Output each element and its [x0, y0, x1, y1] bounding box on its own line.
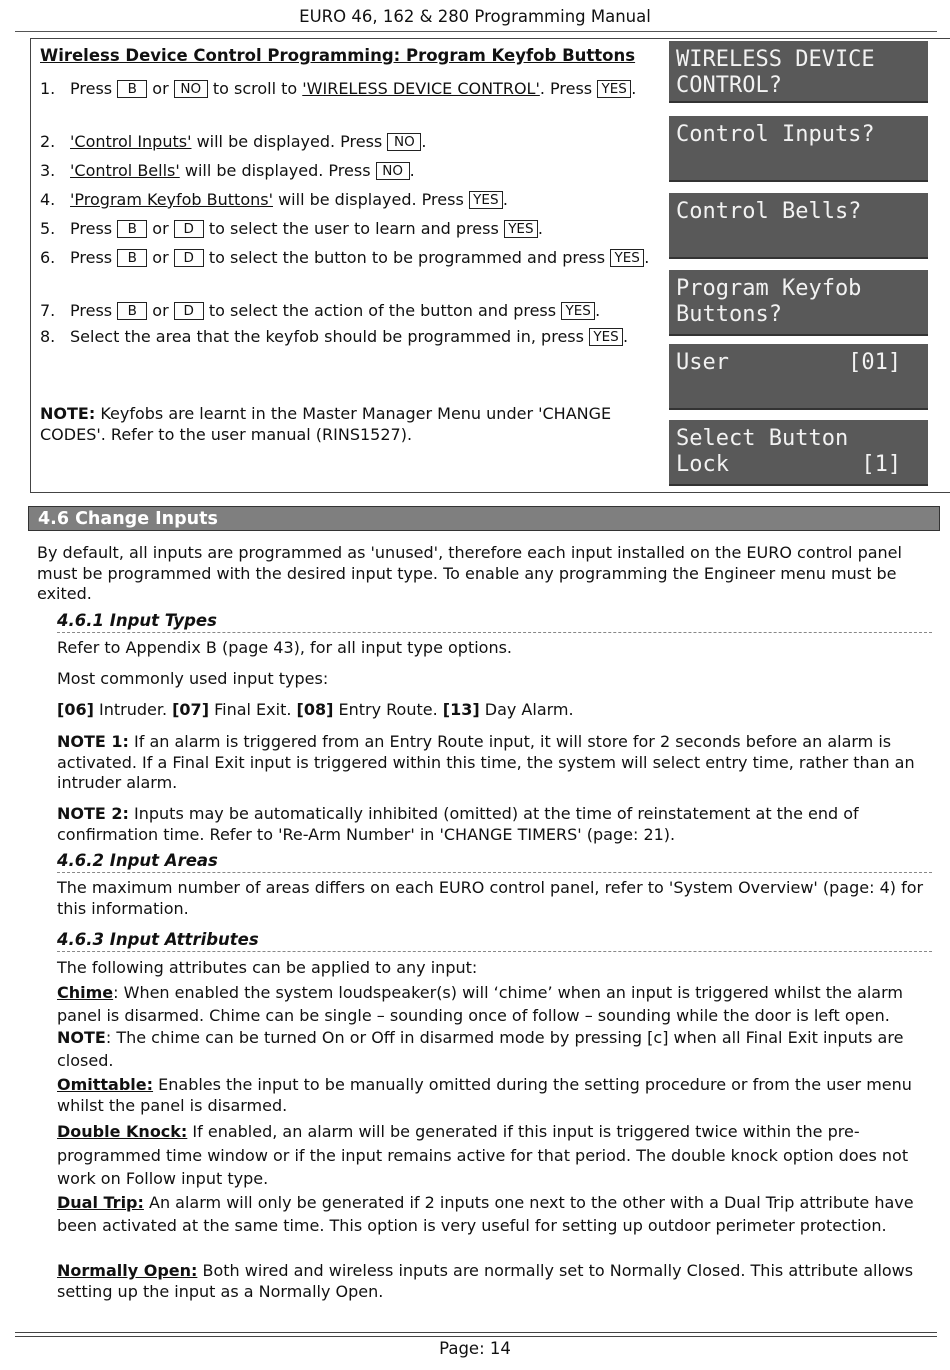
- key-d: D: [174, 249, 204, 267]
- keyfob-programming-box: [30, 38, 950, 493]
- attribute-double-knock: Double Knock: If enabled, an alarm will be generated if this input is triggered twice within the pre-programmed time window or if the input remains active for that period. The double knock option does not work on Follow input type.: [57, 1122, 909, 1188]
- subheading-input-types: 4.6.1 Input Types: [57, 610, 932, 633]
- attribute-chime: Chime: When enabled the system loudspeaker(s) will ‘chime’ when an input is triggered whilst the alarm panel is disarmed. Chime can be single – sounding once of follow – sounding while the door is left open. NOTE: The chime can be turned On or Off in disarmed mode by pressing [c] when all Final Exit inputs are closed.: [57, 983, 904, 1070]
- section-title: 4.6 Change Inputs: [28, 506, 940, 531]
- step-6: 6. Press B or D to select the button to be programmed and press YES .: [40, 248, 650, 267]
- input-types-note-2: NOTE 2: Inputs may be automatically inhibited (omitted) at the time of reinstatement at the end of confirmation time. Refer to 'Re-Arm Number' in 'CHANGE TIMERS' (page: 21).: [57, 804, 859, 844]
- attribute-dual-trip: Dual Trip: An alarm will only be generated if 2 inputs one next to the other with a Dual Trip attribute have been activated at the same time. This option is very useful for setting up outdoor perimeter protection.: [57, 1193, 914, 1235]
- key-no: NO: [387, 133, 421, 151]
- page-number: Page: 14: [439, 1339, 511, 1358]
- subheading-input-attributes: 4.6.3 Input Attributes: [57, 929, 932, 952]
- key-yes: YES: [504, 220, 538, 238]
- key-d: D: [174, 302, 204, 320]
- key-d: D: [174, 220, 204, 238]
- lcd-screen-select-button: Select Button Lock [1]: [669, 420, 928, 486]
- step-4: 4. 'Program Keyfob Buttons' will be displayed. Press YES .: [40, 190, 508, 209]
- key-b: B: [117, 220, 147, 238]
- programming-steps: [40, 77, 652, 375]
- key-yes: YES: [597, 80, 631, 98]
- lcd-screen-wireless-device-control: WIRELESS DEVICE CONTROL?: [669, 41, 928, 103]
- attribute-omittable: Omittable: Enables the input to be manually omitted during the setting procedure or from the user menu whilst the panel is disarmed.: [57, 1075, 912, 1115]
- step-3: 3. 'Control Bells' will be displayed. Press NO .: [40, 161, 415, 180]
- page-header: EURO 46, 162 & 280 Programming Manual: [299, 7, 651, 26]
- lcd-screen-control-bells: Control Bells?: [669, 193, 928, 259]
- key-no: NO: [174, 80, 208, 98]
- input-areas-text: The maximum number of areas differs on each EURO control panel, refer to 'System Overview' (page: 4) for this information.: [57, 878, 924, 918]
- input-types-refer: Refer to Appendix B (page 43), for all input type options.: [57, 638, 513, 657]
- lcd-screen-control-inputs: Control Inputs?: [669, 116, 928, 182]
- lcd-screen-user: User [01]: [669, 344, 928, 410]
- step-5: 5. Press B or D to select the user to learn and press YES .: [40, 219, 543, 238]
- section-intro: By default, all inputs are programmed as 'unused', therefore each input installed on the EURO control panel must be programmed with the desired input type. To enable any programming the Engineer menu must be exited.: [37, 543, 902, 603]
- key-no: NO: [376, 162, 410, 180]
- lcd-screen-program-keyfob-buttons: Program Keyfob Buttons?: [669, 270, 928, 336]
- input-types-note-1: NOTE 1: If an alarm is triggered from an Entry Route input, it will store for 2 seconds before an alarm is activated. If a Final Exit input is triggered within this time, the system will select entry time, rather than an intruder alarm.: [57, 732, 915, 792]
- key-b: B: [117, 80, 147, 98]
- keyfob-note: NOTE: Keyfobs are learnt in the Master Manager Menu under 'CHANGE CODES'. Refer to the user manual (RINS1527).: [40, 404, 612, 444]
- attribute-normally-open: Normally Open: Both wired and wireless inputs are normally set to Normally Closed. This attribute allows setting up the input as a Normally Open.: [57, 1261, 914, 1301]
- key-b: B: [117, 249, 147, 267]
- footer-divider: [15, 1332, 937, 1333]
- key-yes: YES: [561, 302, 595, 320]
- input-types-common: Most commonly used input types:: [57, 669, 329, 688]
- key-yes: YES: [589, 328, 623, 346]
- step-7: 7. Press B or D to select the action of the button and press YES .: [40, 301, 601, 320]
- key-b: B: [117, 302, 147, 320]
- header-divider: [15, 31, 937, 32]
- programming-title: Wireless Device Control Programming: Program Keyfob Buttons: [40, 46, 636, 65]
- step-2: 2. 'Control Inputs' will be displayed. Press NO .: [40, 132, 427, 151]
- step-1: 1. Press B or NO to scroll to 'WIRELESS DEVICE CONTROL'. Press YES .: [40, 79, 637, 98]
- input-types-list: [06] Intruder. [07] Final Exit. [08] Entry Route. [13] Day Alarm.: [57, 700, 574, 719]
- input-attributes-intro: The following attributes can be applied to any input:: [57, 958, 478, 977]
- key-yes: YES: [610, 249, 644, 267]
- step-8: 8. Select the area that the keyfob should be programmed in, press YES .: [40, 327, 629, 346]
- subheading-input-areas: 4.6.2 Input Areas: [57, 850, 932, 873]
- key-yes: YES: [469, 191, 503, 209]
- footer-divider-double: [15, 1336, 937, 1337]
